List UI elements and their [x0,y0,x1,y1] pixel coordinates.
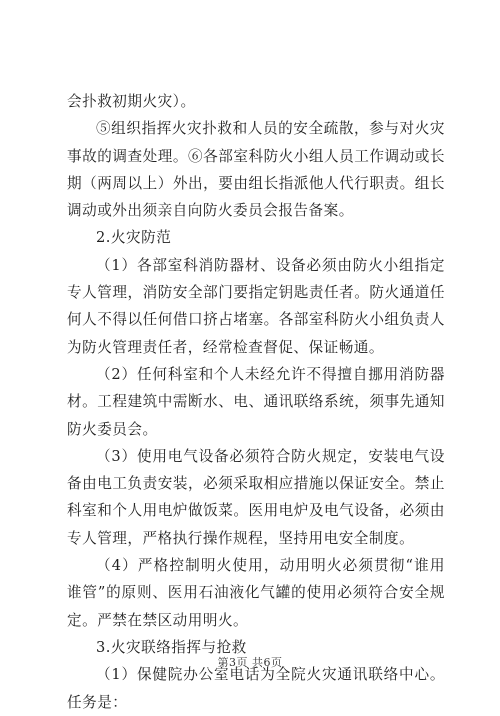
section-heading: 2.火灾防范 [96,229,172,247]
page-footer: 第3页 共6页 [217,656,283,669]
paragraph: （2）任何科室和个人未经允许不得擅自挪用消防器材。工程建筑中需断水、电、通讯联络系统，须事先通知防火委员会。 [67,365,445,438]
paragraph: （3）使用电气设备必须符合防火规定，安装电气设备由电工负责安装，必须采取相应措施以保证安全。禁止科室和个人用电炉做饭菜。医用电炉及电气设备，必须由专人管理，严格执行操作规程，坚持用电安全制度。 [67,447,445,547]
paragraph: （1）各部室科消防器材、设备必须由防火小组指定专人管理，消防安全部门要指定钥匙责任者。防火通道任何人不得以任何借口挤占堵塞。各部室科防火小组负责人为防火管理责任者，经常检查督促、保证畅通。 [67,256,445,356]
paragraph: （1）保健院办公室电话为全院火灾通讯联络中心。任务是： [67,666,445,711]
paragraph: 会扑救初期火灾）。 [67,93,196,110]
paragraph: ⑤组织指挥火灾扑救和人员的安全疏散，参与对火灾事故的调查处理。⑥各部室科防火小组人员工作调动或长期（两周以上）外出，要由组长指派他人代行职责。组长调动或外出须亲自向防火委员会报告备案。 [67,120,445,220]
document-body [67,88,445,716]
section-heading: 3.火灾联络指挥与抢救 [96,638,247,656]
paragraph: （4）严格控制明火使用，动用明火必须贯彻“谁用谁管”的原则、医用石油液化气罐的使用必须符合安全规定。严禁在禁区动用明火。 [67,557,445,629]
